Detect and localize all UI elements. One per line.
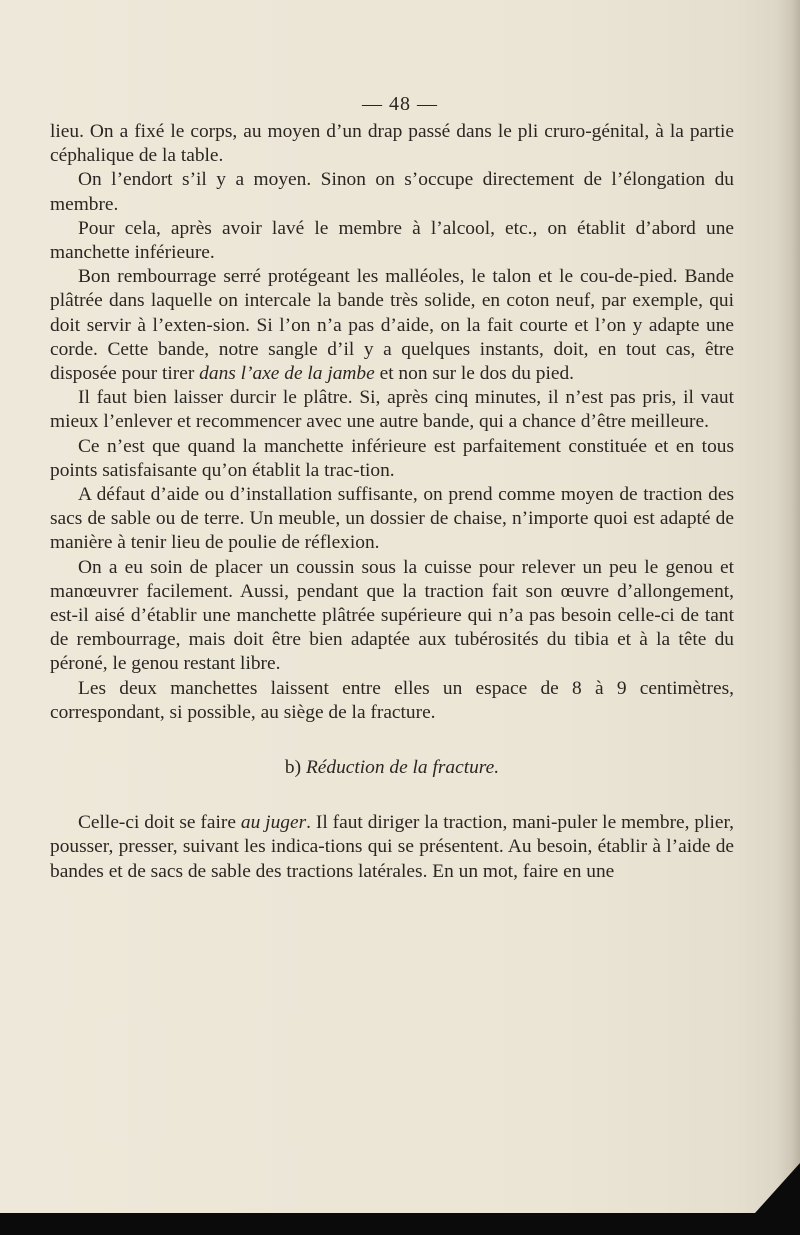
page-edge-shadow (778, 0, 800, 1235)
emphasis-text: au juger (240, 812, 307, 834)
paragraph: Pour cela, après avoir lavé le membre à l’alcool, etc., on établit d’abord une manchette inférieure. (50, 217, 734, 264)
page-number: — 48 — (362, 93, 438, 115)
paragraph (50, 265, 734, 386)
paragraph-text: et non sur le dos du pied. (374, 363, 574, 385)
paragraph: On a eu soin de placer un coussin sous la cuisse pour relever un peu le genou et manœuvrer facilement. Aussi, pendant que la traction fait son œuvre d’allongement, est-il aisé d’établir une manchette plâtrée supérieure qui n’a pas besoin celle-ci de tant de rembourrage, mais doit être bien adaptée aux tubérosités du tibia et à la tête du péroné, le genou restant libre. (50, 556, 734, 675)
paragraph: On l’endort s’il y a moyen. Sinon on s’occupe directement de l’élongation du membre. (50, 169, 734, 215)
scan-edge-shadow (755, 1163, 800, 1213)
scan-bottom-border (0, 1213, 800, 1235)
paragraph-text: Celle-ci doit se faire (78, 812, 241, 834)
paragraph: A défaut d’aide ou d’installation suffisante, on prend comme moyen de traction des sacs de sable ou de terre. Un meuble, un dossier de chaise, n’importe quoi est adapté de manière à tenir lieu de poulie de réflexion. (50, 484, 734, 554)
paragraph: lieu. On a fixé le corps, au moyen d’un drap passé dans le pli cruro-génital, à la partie céphalique de la table. (50, 121, 734, 167)
paragraph: Il faut bien laisser durcir le plâtre. Si, après cinq minutes, il n’est pas pris, il vaut mieux l’enlever et recommencer avec une autre bande, qui a chance d’être meilleure. (50, 387, 734, 433)
paragraph (50, 811, 734, 884)
paragraph: Les deux manchettes laissent entre elles un espace de 8 à 9 centimètres, correspondant, si possible, au siège de la fracture. (50, 677, 734, 723)
emphasis-text: dans l’axe de la jambe (199, 363, 375, 385)
paragraph-text: . Il faut diriger la traction, mani-puler le membre, plier, pousser, presser, suivant les indica-tions qui se présentent. Au besoin, établir à l’aide de bandes et de sacs de sable des tractions latérales. En un mot, faire en une (50, 812, 734, 882)
section-letter: b) (284, 757, 302, 779)
body-text (50, 120, 734, 884)
paragraph: Ce n’est que quand la manchette inférieure est parfaitement constituée et en tous points satisfaisante qu’on établit la trac-tion. (50, 435, 734, 481)
section-heading (50, 756, 734, 780)
paragraph-text: Bon rembourrage serré protégeant les malléoles, le talon et le cou-de-pied. Bande plâtrée dans laquelle on intercale la bande très solide, en coton neuf, par exemple, qui doit servir à l’exten-sion. Si l’on n’a pas d’aide, on la fait courte et l’on y adapte une corde. Cette bande, notre sangle d’il y a quelques instants, doit, en tout cas, être disposée pour tirer (50, 266, 734, 385)
section-title: Réduction de la fracture. (305, 757, 500, 779)
